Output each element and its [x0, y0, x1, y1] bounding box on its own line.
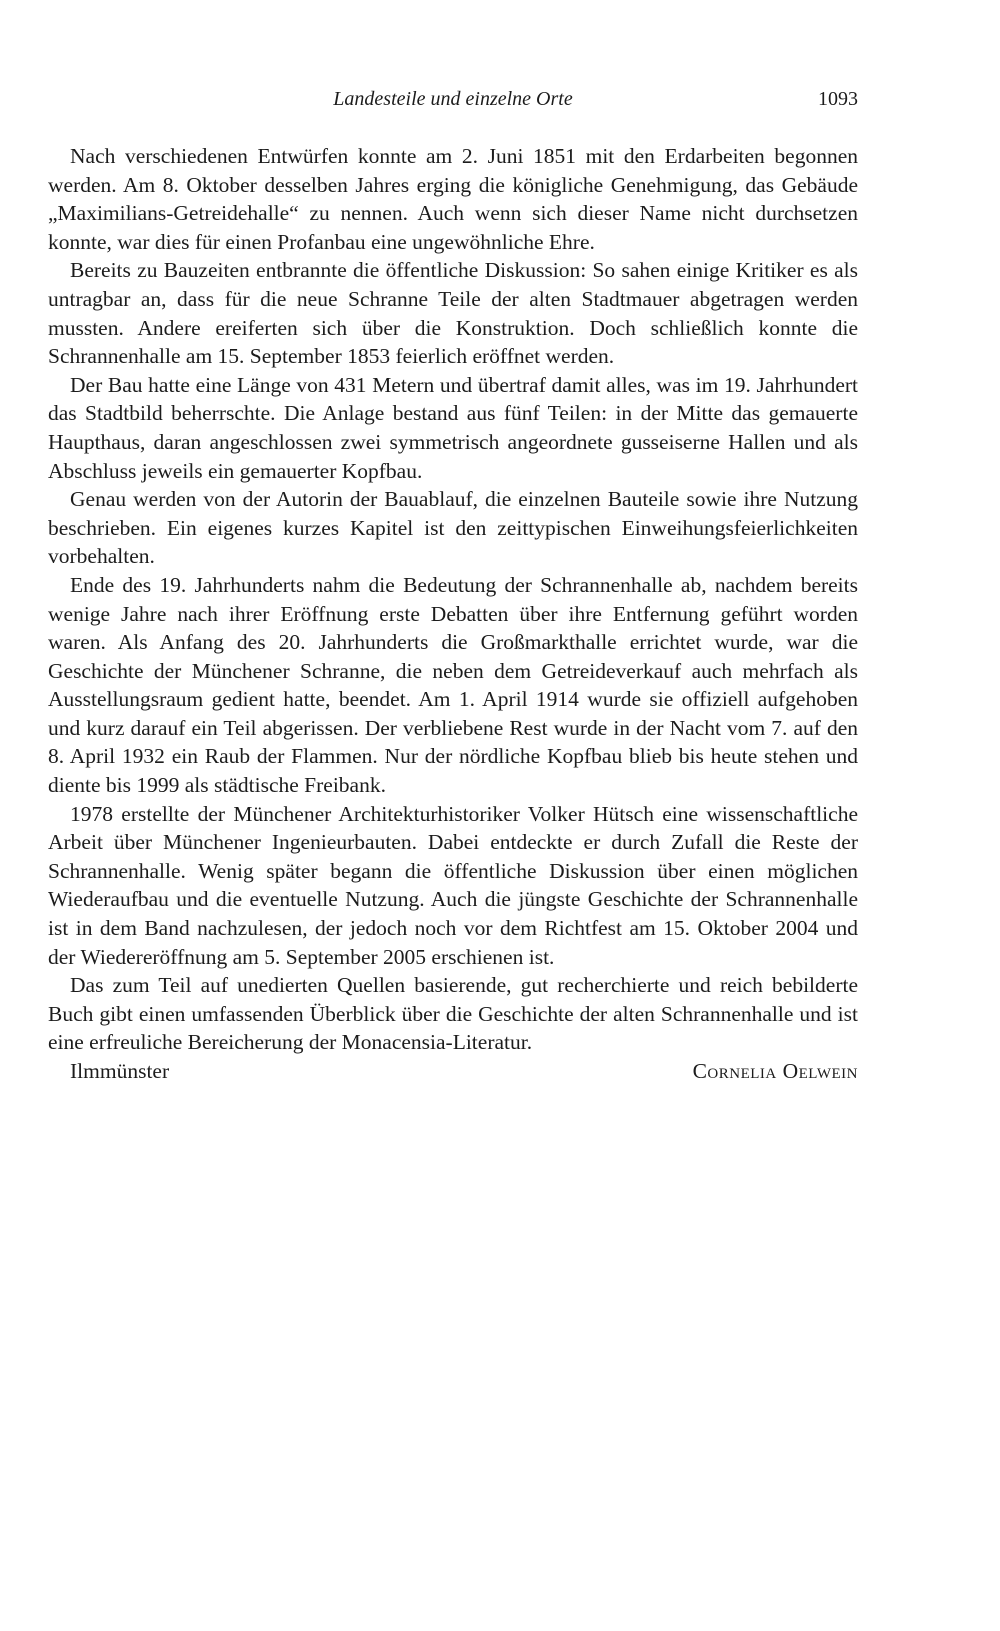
signature-line	[48, 1057, 858, 1086]
paragraph: Das zum Teil auf unedierten Quellen basierende, gut recherchierte und reich bebilderte Buch gibt einen umfassenden Überblick über die Geschichte der alten Schrannenhalle und ist eine erfreuliche Bereicherung der Monacensia-Literatur.	[48, 973, 858, 1055]
running-head	[48, 88, 858, 120]
signature-author: Cornelia Oelwein	[692, 1059, 858, 1083]
paragraph: Bereits zu Bauzeiten entbrannte die öffentliche Diskussion: So sahen einige Kritiker es als untragbar an, dass für die neue Schranne Teile der alten Stadtmauer abgetragen werden mussten. Andere ereiferten sich über die Konstruktion. Doch schließlich konnte die Schrannenhalle am 15. September 1853 feierlich eröffnet werden.	[48, 258, 858, 369]
running-title: Landesteile und einzelne Orte	[333, 88, 573, 110]
review-body	[48, 142, 858, 1086]
paragraph: Genau werden von der Autorin der Bauablauf, die einzelnen Bauteile sowie ihre Nutzung beschrieben. Ein eigenes kurzes Kapitel ist den zeittypischen Einweihungsfeierlichkeiten vorbehalten.	[48, 487, 858, 569]
paragraph: Ende des 19. Jahrhunderts nahm die Bedeutung der Schrannenhalle ab, nachdem bereits wenige Jahre nach ihrer Eröffnung erste Debatten über ihre Entfernung geführt worden waren. Als Anfang des 20. Jahrhunderts die Großmarkthalle errichtet wurde, war die Geschichte der Münchener Schranne, die neben dem Getreideverkauf auch mehrfach als Ausstellungsraum gedient hatte, beendet. Am 1. April 1914 wurde sie offiziell aufgehoben und kurz darauf ein Teil abgerissen. Der verbliebene Rest wurde in der Nacht vom 7. auf den 8. April 1932 ein Raub der Flammen. Nur der nördliche Kopfbau blieb bis heute stehen und diente bis 1999 als städtische Freibank.	[48, 572, 858, 798]
page-number: 1093	[818, 88, 858, 110]
paragraph: 1978 erstellte der Münchener Architekturhistoriker Volker Hütsch eine wissenschaftliche Arbeit über Münchener Ingenieurbauten. Dabei entdeckte er durch Zufall die Reste der Schrannenhalle. Wenig später begann die öffentliche Diskussion über einen möglichen Wiederaufbau und die eventuelle Nutzung. Auch die jüngste Geschichte der Schrannenhalle ist in dem Band nachzulesen, der jedoch noch vor dem Richtfest am 15. Oktober 2004 und der Wiedereröffnung am 5. September 2005 erschienen ist.	[48, 801, 858, 969]
paragraph: Der Bau hatte eine Länge von 431 Metern und übertraf damit alles, was im 19. Jahrhundert das Stadtbild beherrschte. Die Anlage bestand aus fünf Teilen: in der Mitte das gemauerte Haupthaus, daran angeschlossen zwei symmetrisch angeordnete gusseiserne Hallen und als Abschluss jeweils ein gemauerter Kopfbau.	[48, 372, 858, 483]
signature-place: Ilmmünster	[70, 1059, 170, 1083]
paragraph: Nach verschiedenen Entwürfen konnte am 2. Juni 1851 mit den Erdarbeiten begonnen werden. Am 8. Oktober desselben Jahres erging die königliche Genehmigung, das Gebäude „Maximilians-Getreidehalle“ zu nennen. Auch wenn sich dieser Name nicht durchsetzen konnte, war dies für einen Profanbau eine ungewöhnliche Ehre.	[48, 144, 858, 254]
